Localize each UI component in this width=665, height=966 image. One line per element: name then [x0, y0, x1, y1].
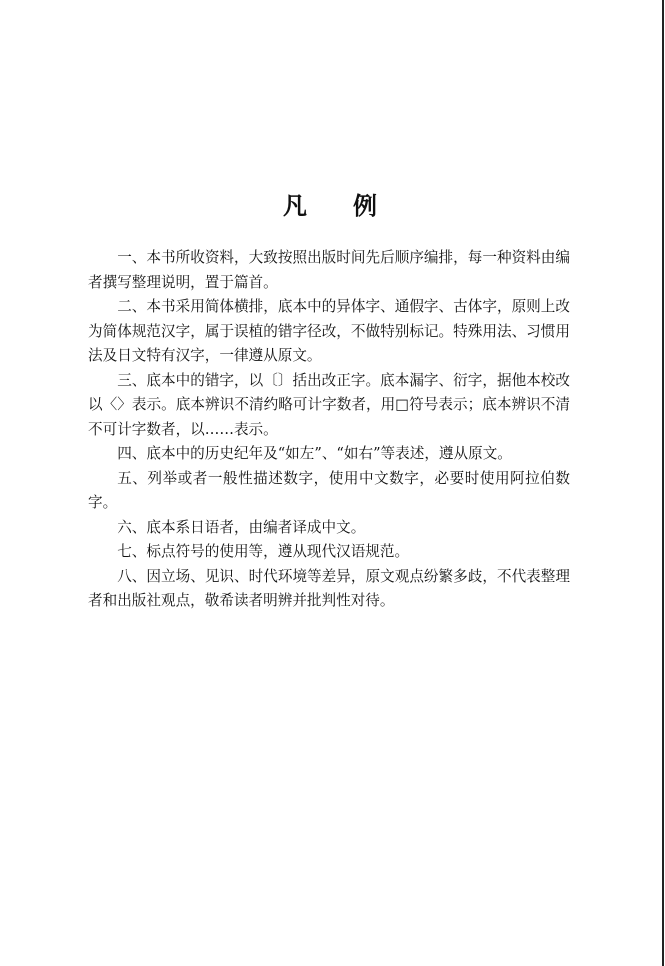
page-title [0, 186, 662, 221]
convention-paragraph-8: 八、因立场、见识、时代环境等差异，原文观点纷繁多歧，不代表整理者和出版社观点，敬希读者明辨并批判性对待。 [88, 567, 570, 609]
convention-paragraph-7: 七、标点符号的使用等，遵从现代汉语规范。 [117, 543, 410, 560]
convention-paragraph-1: 一、本书所收资料，大致按照出版时间先后顺序编排，每一种资料由编者撰写整理说明，置于篇首。 [88, 249, 570, 291]
convention-paragraph-6: 六、底本系日语者，由编者译成中文。 [117, 518, 366, 536]
title-char-1: 凡 [283, 191, 309, 220]
title-char-2: 例 [353, 191, 379, 220]
convention-paragraph-3: 三、底本中的错字，以〔〕括出改正字。底本漏字、衍字，据他本校改以〈〉表示。底本辨识不清约略可计字数者，用□符号表示；底本辨识不清不可计字数者，以……表示。 [88, 371, 570, 438]
convention-paragraph-4: 四、底本中的历史纪年及“如左”、“如右”等表述，遵从原文。 [117, 445, 512, 462]
convention-paragraph-2: 二、本书采用简体横排，底本中的异体字、通假字、古体字，原则上改为简体规范汉字，属于误植的错字径改，不做特别标记。特殊用法、习惯用法及日文特有汉字，一律遵从原文。 [88, 298, 570, 364]
convention-paragraph-5: 五、列举或者一般性描述数字，使用中文数字，必要时使用阿拉伯数字。 [88, 469, 570, 511]
conventions-list [88, 246, 570, 614]
